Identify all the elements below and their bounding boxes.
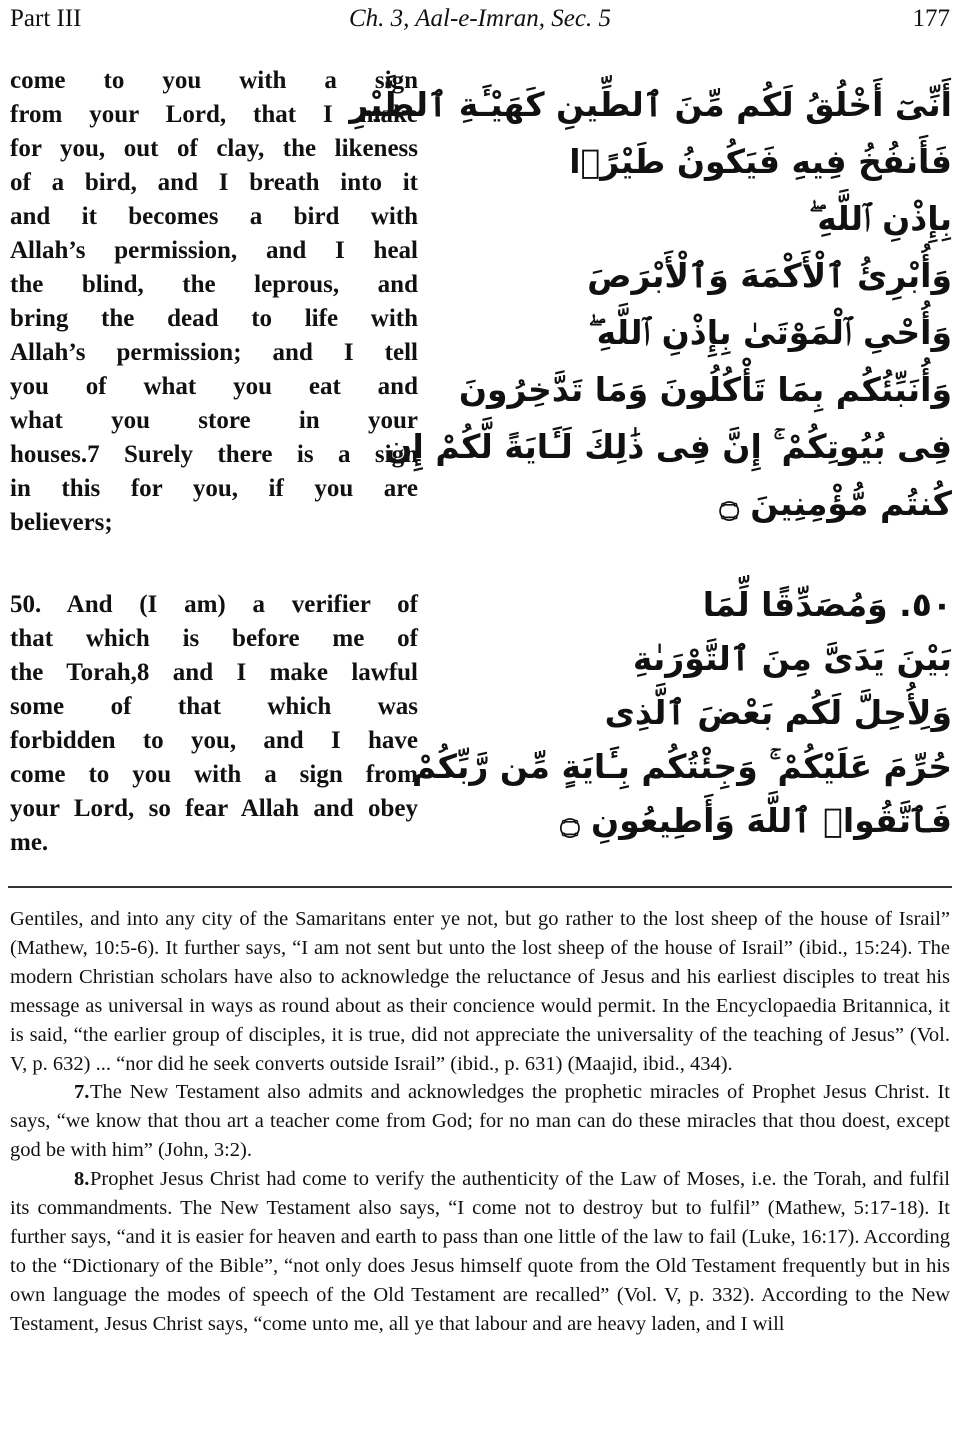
verse-line: from your Lord, that I make — [10, 101, 418, 128]
footnote-8 — [10, 1165, 950, 1338]
footnote-text: Prophet Jesus Christ had come to verify the authenticity of the Law of Moses, i.e. the Torah, and fulfil its commandments. The New Testament also says, “I come not to destroy but to fulfil” (Mathew, 5:17-18). It further says, “and it is easier for heaven and earth to pass than one little of the law to fail (Luke, 16:17). According to the “Dictionary of the Bible”, “not only does Jesus himself quote from the Old Testament frequently but in his own language the modes of speech of the Old Testament are recalled” (Vol. V, p. 332). According to the New Testament, Jesus Christ says, “come unto me, all ye that labour and are heavy laden, and I will — [10, 1168, 950, 1335]
arabic-line: وَأُحْىِ ٱلْمَوْتَىٰ بِإِذْنِ ٱللَّهِ ۖ — [588, 313, 952, 352]
verse-line: and it becomes a bird with — [10, 203, 418, 230]
arabic-line: حُرِّمَ عَلَيْكُمْ ۚ وَجِئْتُكُم بِـَٔايَةٍ مِّن رَّبِّكُمْ — [411, 747, 952, 786]
footnote-continued: Gentiles, and into any city of the Samaritans enter ye not, but go rather to the lost sheep of the house of Israil” (Mathew, 10:5-6). It further says, “I am not sent but unto the lost sheep of the house of Israil” (ibid., 15:24). The modern Christian scholars have also to acknowledge the reluctance of Jesus and his earliest disciples to treat his message as universal in ways as round about as their concience would permit. In the Encyclopaedia Britannica, it is said, “the earlier group of disciples, it is true, did not appreciate the universality of the teaching of Jesus” (Vol. V, p. 632) ... “nor did he seek converts outside Israil” (ibid., p. 631) (Maajid, ibid., 434). — [10, 908, 950, 1075]
verse-line: forbidden to you, and I have — [10, 727, 418, 754]
verse-line: some of that which was — [10, 693, 418, 720]
arabic-line: وَلِأُحِلَّ لَكُم بَعْضَ ٱلَّذِى — [604, 693, 952, 732]
verse-line: bring the dead to life with — [10, 305, 418, 332]
verse-line: come to you with a sign from — [10, 761, 418, 788]
arabic-line: بَيْنَ يَدَىَّ مِنَ ٱلتَّوْرَىٰةِ — [632, 639, 952, 678]
verse-line: the blind, the leprous, and — [10, 271, 418, 298]
footnote-divider — [8, 886, 952, 888]
verse-line: the Torah,8 and I make lawful — [10, 659, 418, 686]
footnote-7 — [10, 1078, 950, 1165]
footnote-text: The New Testament also admits and acknowledges the prophetic miracles of Prophet Jesus Christ. It says, “we know that thou art a teacher come from God; for no man can do these miracles that thou doest, except god be with him” (John, 3:2). — [10, 1081, 950, 1162]
verse-50-translation — [10, 588, 418, 860]
arabic-line: كُنتُم مُّؤْمِنِينَ ۝ — [719, 484, 952, 523]
verse-49-translation — [10, 64, 418, 540]
verse-line: Allah’s permission; and I tell — [10, 339, 418, 366]
arabic-line: وَأُنَبِّئُكُم بِمَا تَأْكُلُونَ وَمَا تَدَّخِرُونَ — [458, 370, 952, 409]
verse-line: for you, out of clay, the likeness — [10, 135, 418, 162]
verse-line: 50. And (I am) a verifier of — [10, 591, 418, 618]
verse-line: Allah’s permission, and I heal — [10, 237, 418, 264]
arabic-line: فِى بُيُوتِكُمْ ۚ إِنَّ فِى ذَٰلِكَ لَـَٔايَةً لَّكُمْ إِن — [384, 427, 952, 466]
verse-49-arabic — [349, 76, 952, 532]
page-number: 177 — [912, 5, 950, 32]
chapter-title: Ch. 3, Aal-e-Imran, Sec. 5 — [349, 5, 611, 32]
verse-line: your Lord, so fear Allah and obey — [10, 795, 418, 822]
verse-50-arabic — [411, 578, 952, 848]
footnote-number: 8. — [74, 1168, 90, 1191]
arabic-line: بِإِذْنِ ٱللَّهِ ۖ — [808, 199, 952, 238]
arabic-line: فَٱتَّقُوا۟ ٱللَّهَ وَأَطِيعُونِ ۝ — [560, 801, 952, 840]
arabic-line: فَأَنفُخُ فِيهِ فَيَكُونُ طَيْرًۢا — [569, 142, 952, 181]
verse-line: of a bird, and I breath into it — [10, 169, 418, 196]
verse-line: in this for you, if you are — [10, 475, 418, 502]
footnotes — [10, 905, 950, 1339]
verse-line: what you store in your — [10, 407, 418, 434]
arabic-line: وَأُبْرِئُ ٱلْأَكْمَهَ وَٱلْأَبْرَصَ — [587, 256, 952, 295]
arabic-line: أَنِّىٓ أَخْلُقُ لَكُم مِّنَ ٱلطِّينِ كَهَيْـَٔةِ ٱلطَّيْرِ — [349, 85, 952, 124]
page-header — [10, 4, 950, 38]
footnote-number: 7. — [74, 1081, 90, 1104]
part-label: Part III — [10, 5, 82, 32]
verse-line: houses.7 Surely there is a sign — [10, 441, 418, 468]
arabic-line: ٥٠. وَمُصَدِّقًا لِّمَا — [702, 585, 952, 624]
verse-line: you of what you eat and — [10, 373, 418, 400]
verse-line: come to you with a sign — [10, 67, 418, 94]
verse-line: me. — [10, 829, 49, 856]
verse-line: believers; — [10, 509, 113, 536]
verse-line: that which is before me of — [10, 625, 418, 652]
